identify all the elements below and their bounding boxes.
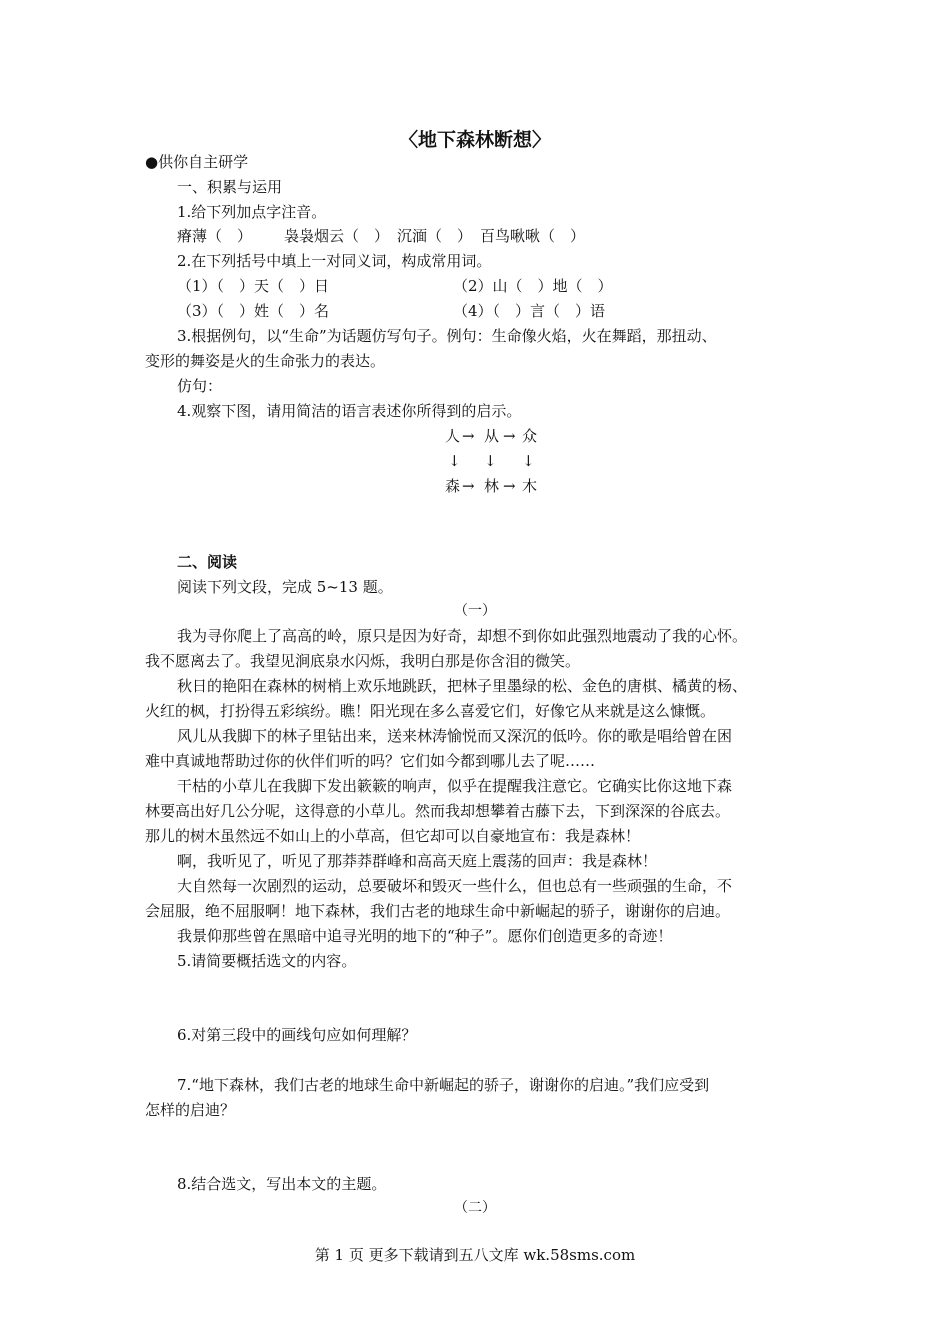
diagram-char-cong: 从 xyxy=(484,427,500,445)
passage-line: 啊，我听见了，听见了那莽莽群峰和高高天庭上震荡的回声：我是森林！ xyxy=(177,852,658,870)
q3-answer-label: 仿句： xyxy=(177,377,223,395)
q1-item-4: 百鸟啾啾（ ） xyxy=(480,227,586,245)
passage-line: 林要高出好几公分呢，这得意的小草儿。然而我却想攀着古藤下去，下到深深的谷底去。 xyxy=(145,802,731,820)
passage-line: 火红的枫，打扮得五彩缤纷。瞧！阳光现在多么喜爱它们，好像它从来就是这么慷慨。 xyxy=(145,702,716,720)
diagram-char-ren: 人 xyxy=(445,427,461,445)
q2-item-4: （4）（ ）言（ ）语 xyxy=(453,302,606,320)
diagram-arrow-down: ↓ xyxy=(448,452,461,470)
section1-heading: 一、积累与运用 xyxy=(177,178,283,196)
q2-item-3: （3）（ ）姓（ ）名 xyxy=(177,302,330,320)
diagram-arrow-right: → xyxy=(462,477,475,495)
passage-line: 风儿从我脚下的林子里钻出来，送来林涛愉悦而又深沉的低吟。你的歌是唱给曾在困 xyxy=(177,727,733,745)
q1-items xyxy=(177,226,585,246)
question-5: 5.请简要概括选文的内容。 xyxy=(177,952,357,970)
intro-label: ●供你自主研学 xyxy=(145,153,249,171)
diagram-arrow-down: ↓ xyxy=(484,452,497,470)
passage-line: 我景仰那些曾在黑暗中追寻光明的地下的“种子”。愿你们创造更多的奇迹！ xyxy=(177,927,673,945)
passage-line: 我为寻你爬上了高高的岭，原只是因为好奇，却想不到你如此强烈地震动了我的心怀。 xyxy=(177,627,748,645)
diagram-arrow-right: → xyxy=(462,427,475,445)
question-8: 8.结合选文，写出本文的主题。 xyxy=(177,1175,387,1193)
q1-item-1: 瘠薄（ ） xyxy=(177,227,253,245)
question-6: 6.对第三段中的画线句应如何理解？ xyxy=(177,1026,417,1044)
section2-heading: 二、阅读 xyxy=(177,553,238,571)
q1-item-2: 袅袅烟云（ ） xyxy=(284,227,390,245)
diagram-arrow-right: → xyxy=(503,477,516,495)
page-footer: 第 1 页 更多下载请到五八文库 wk.58sms.com xyxy=(314,1246,636,1264)
passage-line: 秋日的艳阳在森林的树梢上欢乐地跳跃，把林子里墨绿的松、金色的唐棋、橘黄的杨、 xyxy=(177,677,748,695)
q4-prompt: 4.观察下图，请用简洁的语言表述你所得到的启示。 xyxy=(177,402,522,420)
passage-line: 干枯的小草儿在我脚下发出簌簌的响声，似乎在提醒我注意它。它确实比你这地下森 xyxy=(177,777,733,795)
diagram-char-mu: 木 xyxy=(522,477,538,495)
q1-item-3: 沉湎（ ） xyxy=(397,227,473,245)
part2-label: （二） xyxy=(454,1200,496,1216)
diagram-char-sen: 森 xyxy=(445,477,461,495)
diagram-char-lin: 林 xyxy=(484,477,500,495)
q1-prompt: 1.给下列加点字注音。 xyxy=(177,203,327,221)
part1-label: （一） xyxy=(454,603,496,619)
q2-prompt: 2.在下列括号中填上一对同义词，构成常用词。 xyxy=(177,252,492,270)
passage-line: 那儿的树木虽然远不如山上的小草高，但它却可以自豪地宣布：我是森林！ xyxy=(145,827,641,845)
diagram-arrow-right: → xyxy=(503,427,516,445)
q3-line-2: 变形的舞姿是火的生命张力的表达。 xyxy=(145,352,386,370)
q3-line-1: 3.根据例句，以“生命”为话题仿写句子。例句：生命像火焰，火在舞蹈，那扭动、 xyxy=(177,327,717,345)
passage-line: 难中真诚地帮助过你的伙伴们听的吗？它们如今都到哪儿去了呢…… xyxy=(145,752,596,770)
question-7-line-1: 7.“地下森林，我们古老的地球生命中新崛起的骄子，谢谢你的启迪。”我们应受到 xyxy=(177,1076,710,1094)
diagram-arrow-down: ↓ xyxy=(522,452,535,470)
passage-line: 会屈服，绝不屈服啊！地下森林，我们古老的地球生命中新崛起的骄子，谢谢你的启迪。 xyxy=(145,902,731,920)
page-title: 〈地下森林断想〉 xyxy=(398,129,551,151)
question-7-line-2: 怎样的启迪？ xyxy=(145,1101,236,1119)
passage-line: 我不愿离去了。我望见涧底泉水闪烁，我明白那是你含泪的微笑。 xyxy=(145,652,581,670)
q2-item-1: （1）（ ）天（ ）日 xyxy=(177,277,330,295)
passage-line: 大自然每一次剧烈的运动，总要破坏和毁灭一些什么，但也总有一些顽强的生命，不 xyxy=(177,877,733,895)
reading-instruction: 阅读下列文段，完成 5~13 题。 xyxy=(177,578,393,596)
q2-item-2: （2）山（ ）地（ ） xyxy=(453,277,613,295)
diagram-char-zhong: 众 xyxy=(522,427,538,445)
